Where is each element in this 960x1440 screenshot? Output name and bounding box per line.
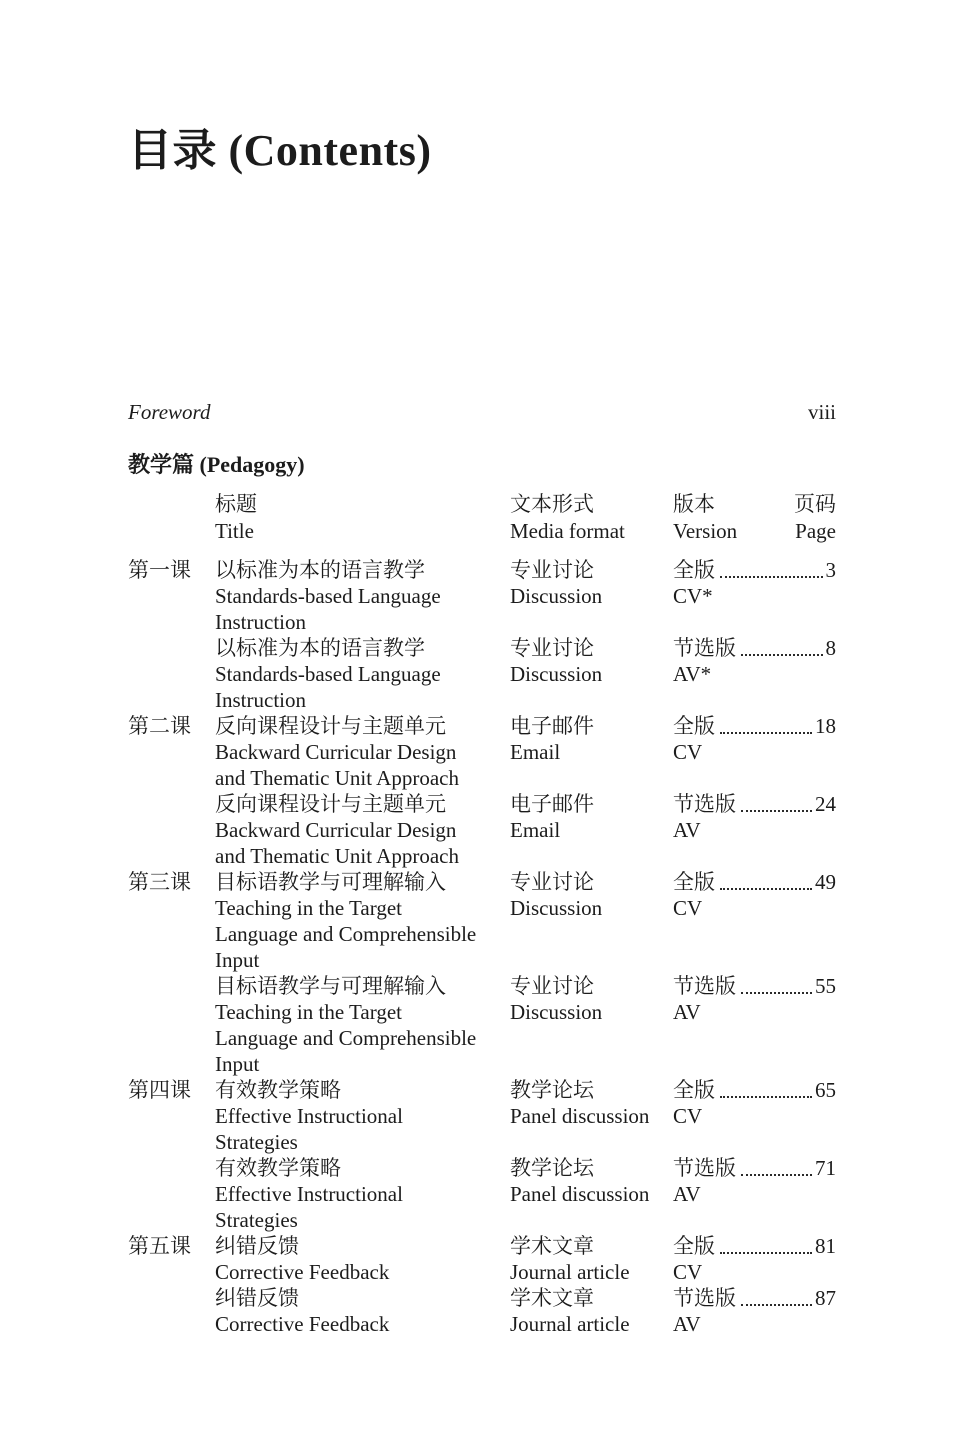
- entry-version-page: [673, 713, 836, 791]
- entry-media-en: Journal article: [510, 1311, 630, 1336]
- entry-media-en: Discussion: [510, 661, 603, 686]
- entry-page-number: 18: [815, 713, 836, 738]
- entry-version-en: CV: [673, 1103, 703, 1128]
- entry-title-en: Effective Instructional Strategies: [215, 1103, 403, 1154]
- entry-version-zh: 节选版: [673, 1285, 736, 1310]
- entry-page-number: 8: [825, 635, 836, 660]
- entry-version-en: AV: [673, 999, 701, 1024]
- entry-media-zh: 专业讨论: [510, 635, 594, 660]
- entry-media-zh: 电子邮件: [510, 713, 594, 738]
- dotted-leader: [720, 732, 812, 734]
- entry-title-zh: 有效教学策略: [215, 1077, 341, 1102]
- entry-title: [215, 973, 510, 1077]
- entry-version-en: CV: [673, 739, 703, 764]
- dotted-leader: [741, 992, 812, 994]
- table-row: [128, 791, 836, 869]
- entry-version-zh: 全版: [673, 1077, 715, 1102]
- entry-media: [510, 973, 673, 1077]
- header-title-zh: 标题: [215, 491, 257, 516]
- entry-media: [510, 1285, 673, 1337]
- header-version-page: [673, 491, 836, 545]
- entry-media-zh: 专业讨论: [510, 869, 594, 894]
- entry-version-zh: 节选版: [673, 973, 736, 998]
- entry-page-number: 3: [825, 557, 836, 582]
- entry-title: [215, 1155, 510, 1233]
- header-page: [794, 491, 836, 545]
- entry-media-en: Discussion: [510, 895, 603, 920]
- entry-media: [510, 791, 673, 869]
- entry-version-page: [673, 1077, 836, 1155]
- foreword-page-number: viii: [807, 399, 836, 424]
- entry-version-zh: 全版: [673, 869, 715, 894]
- entry-title-en: Standards-based Language Instruction: [215, 583, 441, 634]
- entry-title-zh: 纠错反馈: [215, 1233, 299, 1258]
- header-title-en: Title: [215, 518, 254, 543]
- entry-title-en: Backward Curricular Design and Thematic Unit Approach: [215, 739, 459, 790]
- entry-title-zh: 反向课程设计与主题单元: [215, 713, 446, 738]
- entry-title: [215, 713, 510, 791]
- entry-version-zh: 节选版: [673, 1155, 736, 1180]
- table-row: [128, 1233, 836, 1285]
- entry-title-zh: 目标语教学与可理解输入: [215, 869, 446, 894]
- lesson-label: 第四课: [128, 1077, 191, 1102]
- entry-title-zh: 有效教学策略: [215, 1155, 341, 1180]
- entry-version-page: [673, 1285, 836, 1337]
- entry-media: [510, 557, 673, 635]
- table-body: [128, 557, 836, 1337]
- entry-version-page: [673, 973, 836, 1077]
- entry-version-en: AV*: [673, 661, 712, 686]
- entry-page-number: 24: [815, 791, 836, 816]
- entry-media: [510, 1077, 673, 1155]
- header-page-en: Page: [795, 518, 836, 543]
- header-media-en: Media format: [510, 518, 625, 543]
- entry-title: [215, 1285, 510, 1337]
- lesson-label: 第二课: [128, 713, 191, 738]
- table-row: [128, 713, 836, 791]
- entry-version-zh: 节选版: [673, 635, 736, 660]
- entry-version-page: [673, 635, 836, 713]
- entry-media-en: Email: [510, 817, 561, 842]
- lesson-label: [128, 791, 215, 869]
- table-row: [128, 1285, 836, 1337]
- header-title: [215, 491, 510, 545]
- dotted-leader: [720, 1252, 812, 1254]
- entry-media-en: Journal article: [510, 1259, 630, 1284]
- entry-version-en: AV: [673, 817, 701, 842]
- dotted-leader: [720, 1096, 812, 1098]
- entry-title-en: Backward Curricular Design and Thematic Unit Approach: [215, 817, 459, 868]
- entry-version-en: CV: [673, 1259, 703, 1284]
- entry-version-page: [673, 791, 836, 869]
- entry-version-page: [673, 557, 836, 635]
- entry-page-number: 87: [815, 1285, 836, 1310]
- header-lesson-spacer: [128, 491, 215, 545]
- entry-title-zh: 目标语教学与可理解输入: [215, 973, 446, 998]
- entry-media-zh: 专业讨论: [510, 557, 594, 582]
- entry-media-zh: 学术文章: [510, 1285, 594, 1310]
- entry-version-zh: 全版: [673, 713, 715, 738]
- entry-title-zh: 纠错反馈: [215, 1285, 299, 1310]
- lesson-label: [128, 1155, 215, 1233]
- dotted-leader: [741, 810, 812, 812]
- entry-media: [510, 713, 673, 791]
- entry-media-zh: 教学论坛: [510, 1155, 594, 1180]
- entry-media-en: Discussion: [510, 583, 603, 608]
- entry-title: [215, 1233, 510, 1285]
- table-row: [128, 557, 836, 635]
- entry-page-number: 71: [815, 1155, 836, 1180]
- dotted-leader: [720, 576, 823, 578]
- entry-version-zh: 全版: [673, 557, 715, 582]
- header-page-zh: 页码: [794, 491, 836, 516]
- entry-media-zh: 教学论坛: [510, 1077, 594, 1102]
- entry-page-number: 65: [815, 1077, 836, 1102]
- table-row: [128, 635, 836, 713]
- entry-version-en: CV*: [673, 583, 713, 608]
- entry-version-zh: 节选版: [673, 791, 736, 816]
- entry-media: [510, 1233, 673, 1285]
- entry-version-en: AV: [673, 1311, 701, 1336]
- table-row: [128, 1077, 836, 1155]
- lesson-label: 第三课: [128, 869, 191, 894]
- dotted-leader: [741, 1174, 812, 1176]
- table-row: [128, 973, 836, 1077]
- entry-media-en: Panel discussion: [510, 1103, 650, 1128]
- dotted-leader: [741, 654, 823, 656]
- entry-title-en: Teaching in the Target Language and Comprehensible Input: [215, 999, 477, 1076]
- header-media-format: [510, 491, 673, 545]
- entry-title: [215, 557, 510, 635]
- entry-media-en: Email: [510, 739, 561, 764]
- header-version-zh: 版本: [673, 491, 715, 516]
- entry-media-en: Discussion: [510, 999, 603, 1024]
- page-content: [128, 0, 836, 1337]
- entry-version-page: [673, 1155, 836, 1233]
- entry-page-number: 55: [815, 973, 836, 998]
- entry-title: [215, 869, 510, 973]
- page-title: 目录 (Contents): [128, 126, 432, 175]
- entry-media-en: Panel discussion: [510, 1181, 650, 1206]
- entry-title-en: Teaching in the Target Language and Comprehensible Input: [215, 895, 477, 972]
- header-media-zh: 文本形式: [510, 491, 594, 516]
- entry-media: [510, 869, 673, 973]
- header-version: [673, 491, 737, 545]
- dotted-leader: [741, 1304, 812, 1306]
- entry-title-zh: 反向课程设计与主题单元: [215, 791, 446, 816]
- table-row: [128, 1155, 836, 1233]
- entry-title: [215, 791, 510, 869]
- entry-version-page: [673, 869, 836, 973]
- entry-title-en: Standards-based Language Instruction: [215, 661, 441, 712]
- dotted-leader: [720, 888, 812, 890]
- table-header: [128, 491, 836, 545]
- entry-page-number: 81: [815, 1233, 836, 1258]
- section-heading-pedagogy: 教学篇 (Pedagogy): [128, 451, 305, 477]
- lesson-label: 第五课: [128, 1233, 191, 1258]
- lesson-label: [128, 1285, 215, 1337]
- entry-title: [215, 1077, 510, 1155]
- entry-title-zh: 以标准为本的语言教学: [215, 635, 425, 660]
- entry-version-zh: 全版: [673, 1233, 715, 1258]
- lesson-label: 第一课: [128, 557, 191, 582]
- entry-version-en: CV: [673, 895, 703, 920]
- entry-title-en: Corrective Feedback: [215, 1311, 390, 1336]
- entry-media: [510, 1155, 673, 1233]
- entry-version-page: [673, 1233, 836, 1285]
- entry-title: [215, 635, 510, 713]
- entry-title-en: Corrective Feedback: [215, 1259, 390, 1284]
- table-row: [128, 869, 836, 973]
- entry-title-zh: 以标准为本的语言教学: [215, 557, 425, 582]
- entry-page-number: 49: [815, 869, 836, 894]
- foreword-label: Foreword: [128, 399, 211, 424]
- entry-media-zh: 学术文章: [510, 1233, 594, 1258]
- entry-version-en: AV: [673, 1181, 701, 1206]
- header-version-en: Version: [673, 518, 738, 543]
- lesson-label: [128, 635, 215, 713]
- entry-media-zh: 电子邮件: [510, 791, 594, 816]
- lesson-label: [128, 973, 215, 1077]
- entry-media: [510, 635, 673, 713]
- entry-media-zh: 专业讨论: [510, 973, 594, 998]
- entry-title-en: Effective Instructional Strategies: [215, 1181, 403, 1232]
- foreword-entry: [128, 399, 836, 426]
